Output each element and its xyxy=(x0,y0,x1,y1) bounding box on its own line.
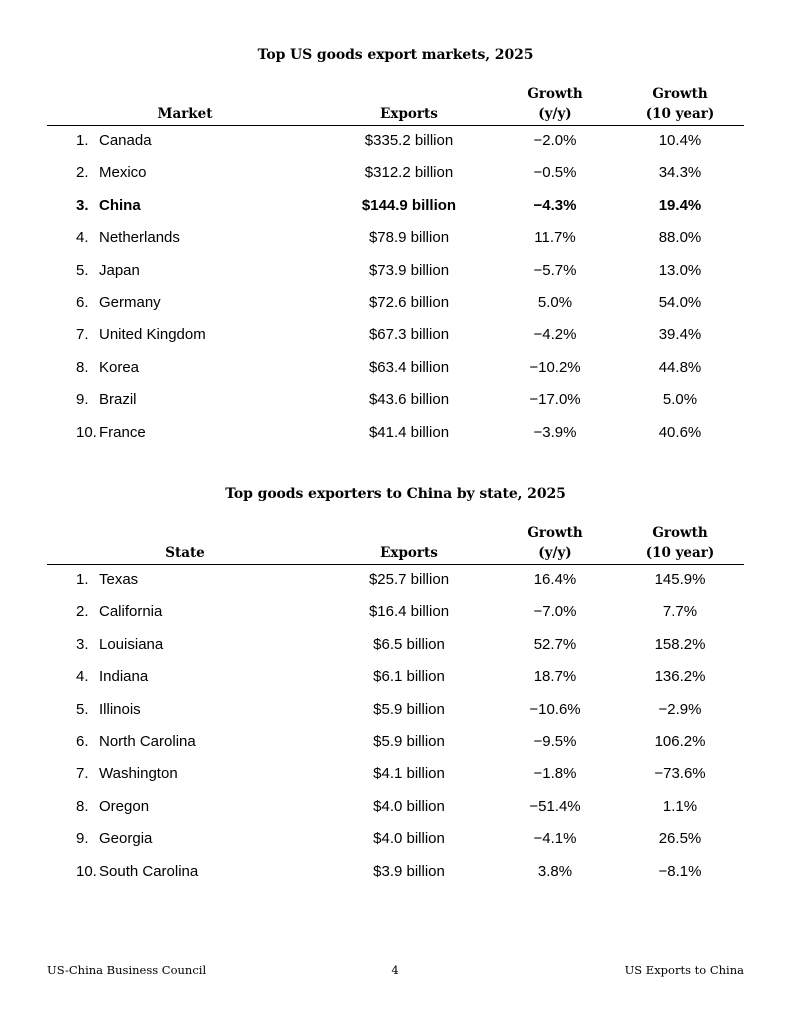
row-exports: $67.3 billion xyxy=(368,326,450,343)
row-growth-yy: 52.7% xyxy=(533,636,577,653)
row-growth-10yr: 34.3% xyxy=(658,164,702,181)
table-row xyxy=(0,421,791,445)
row-growth-yy: 18.7% xyxy=(533,668,577,685)
table-row xyxy=(0,129,791,153)
table2-header-exports: Exports xyxy=(380,545,438,561)
row-name: Indiana xyxy=(99,668,149,685)
row-name: Japan xyxy=(99,262,140,279)
row-rank: 1. xyxy=(76,132,89,149)
row-name: Korea xyxy=(99,359,140,376)
row-exports: $4.1 billion xyxy=(373,765,445,782)
row-rank: 6. xyxy=(76,733,89,750)
table1-header-market: Market xyxy=(157,106,213,122)
row-exports: $72.6 billion xyxy=(368,294,450,311)
row-rank: 5. xyxy=(76,701,89,718)
row-growth-10yr: −2.9% xyxy=(658,701,702,718)
row-rank: 10. xyxy=(76,863,97,880)
row-growth-10yr: 44.8% xyxy=(658,359,702,376)
row-growth-yy: −5.7% xyxy=(533,262,577,279)
row-name: Louisiana xyxy=(99,636,164,653)
table1-header-growth-yy: Growth (y/y) xyxy=(527,86,583,122)
table-row xyxy=(0,259,791,283)
row-growth-yy: −4.1% xyxy=(533,830,577,847)
row-name: Germany xyxy=(99,294,161,311)
table-row xyxy=(0,291,791,315)
table-row xyxy=(0,730,791,754)
row-rank: 4. xyxy=(76,229,89,246)
row-name: Texas xyxy=(99,571,139,588)
row-rank: 5. xyxy=(76,262,89,279)
table-row xyxy=(0,698,791,722)
row-name: Illinois xyxy=(99,701,141,718)
row-growth-10yr: 145.9% xyxy=(654,571,706,588)
row-exports: $43.6 billion xyxy=(368,391,450,408)
row-exports: $6.5 billion xyxy=(373,636,445,653)
row-exports: $78.9 billion xyxy=(368,229,450,246)
row-growth-yy: −0.5% xyxy=(533,164,577,181)
table2-header-rule xyxy=(47,564,744,565)
row-exports: $312.2 billion xyxy=(364,164,454,181)
row-rank: 4. xyxy=(76,668,89,685)
row-exports: $335.2 billion xyxy=(364,132,454,149)
footer-organization: US-China Business Council xyxy=(47,963,207,977)
table-row xyxy=(0,795,791,819)
table1-header-growth-10yr: Growth (10 year) xyxy=(645,86,715,122)
row-growth-10yr: 106.2% xyxy=(654,733,706,750)
row-exports: $4.0 billion xyxy=(373,798,445,815)
table2-title: Top goods exporters to China by state, 2025 xyxy=(225,486,566,502)
row-name: North Carolina xyxy=(99,733,196,750)
table-row xyxy=(0,762,791,786)
row-rank: 1. xyxy=(76,571,89,588)
table-row xyxy=(0,356,791,380)
table-row xyxy=(0,194,791,218)
row-rank: 9. xyxy=(76,391,89,408)
table1-header-exports: Exports xyxy=(380,106,438,122)
row-growth-yy: 11.7% xyxy=(534,229,576,246)
row-name: United Kingdom xyxy=(99,326,206,343)
row-growth-10yr: 158.2% xyxy=(654,636,706,653)
row-exports: $41.4 billion xyxy=(368,424,450,441)
table2-header-growth-yy: Growth (y/y) xyxy=(527,525,583,561)
row-rank: 9. xyxy=(76,830,89,847)
row-exports: $63.4 billion xyxy=(368,359,450,376)
row-growth-10yr: 39.4% xyxy=(658,326,702,343)
row-name: California xyxy=(99,603,163,620)
row-rank: 3. xyxy=(76,636,89,653)
row-name: Oregon xyxy=(99,798,150,815)
table1-title: Top US goods export markets, 2025 xyxy=(257,47,534,63)
row-growth-yy: −10.2% xyxy=(529,359,581,376)
row-growth-yy: −3.9% xyxy=(533,424,577,441)
table2-header-growth-10yr: Growth (10 year) xyxy=(645,525,715,561)
table-row xyxy=(0,388,791,412)
row-growth-10yr: 26.5% xyxy=(658,830,702,847)
row-name: China xyxy=(99,197,141,214)
row-exports: $25.7 billion xyxy=(368,571,450,588)
row-growth-yy: −51.4% xyxy=(529,798,581,815)
table-row xyxy=(0,161,791,185)
row-growth-10yr: 54.0% xyxy=(658,294,702,311)
row-growth-yy: −10.6% xyxy=(529,701,581,718)
row-rank: 8. xyxy=(76,359,89,376)
row-rank: 7. xyxy=(76,326,89,343)
row-name: Mexico xyxy=(99,164,147,181)
row-growth-yy: −2.0% xyxy=(533,132,577,149)
row-growth-yy: −7.0% xyxy=(533,603,577,620)
row-name: Brazil xyxy=(99,391,137,408)
table-row xyxy=(0,665,791,689)
row-growth-10yr: 136.2% xyxy=(654,668,706,685)
row-exports: $144.9 billion xyxy=(361,197,457,214)
footer-report-title: US Exports to China xyxy=(624,963,744,977)
row-growth-10yr: 1.1% xyxy=(662,798,698,815)
row-growth-10yr: 7.7% xyxy=(662,603,698,620)
row-exports: $6.1 billion xyxy=(373,668,445,685)
row-exports: $16.4 billion xyxy=(368,603,450,620)
row-name: Washington xyxy=(99,765,178,782)
row-growth-10yr: −8.1% xyxy=(658,863,702,880)
row-rank: 3. xyxy=(76,197,89,214)
table-row xyxy=(0,827,791,851)
row-growth-10yr: −73.6% xyxy=(654,765,706,782)
row-growth-yy: −1.8% xyxy=(533,765,577,782)
row-growth-yy: −17.0% xyxy=(529,391,581,408)
row-exports: $5.9 billion xyxy=(373,701,445,718)
row-growth-yy: 3.8% xyxy=(537,863,573,880)
row-rank: 10. xyxy=(76,424,97,441)
row-rank: 7. xyxy=(76,765,89,782)
table-row xyxy=(0,633,791,657)
row-exports: $3.9 billion xyxy=(373,863,445,880)
table1-header-rule xyxy=(47,125,744,126)
row-growth-yy: 5.0% xyxy=(537,294,573,311)
row-growth-10yr: 13.0% xyxy=(658,262,702,279)
row-rank: 8. xyxy=(76,798,89,815)
row-name: Georgia xyxy=(99,830,153,847)
row-growth-yy: −4.2% xyxy=(533,326,577,343)
row-growth-yy: 16.4% xyxy=(533,571,577,588)
row-name: Canada xyxy=(99,132,152,149)
row-name: South Carolina xyxy=(99,863,199,880)
row-exports: $5.9 billion xyxy=(373,733,445,750)
row-growth-yy: −4.3% xyxy=(533,197,577,214)
table-row xyxy=(0,323,791,347)
row-exports: $73.9 billion xyxy=(368,262,450,279)
row-growth-10yr: 5.0% xyxy=(662,391,698,408)
footer-page-number: 4 xyxy=(391,963,399,977)
table-row xyxy=(0,226,791,250)
row-name: Netherlands xyxy=(99,229,180,246)
row-exports: $4.0 billion xyxy=(373,830,445,847)
row-rank: 6. xyxy=(76,294,89,311)
row-growth-yy: −9.5% xyxy=(533,733,577,750)
row-rank: 2. xyxy=(76,603,89,620)
table-row xyxy=(0,860,791,884)
row-growth-10yr: 40.6% xyxy=(658,424,702,441)
table2-header-state: State xyxy=(165,545,205,561)
row-name: France xyxy=(99,424,146,441)
row-growth-10yr: 19.4% xyxy=(658,197,702,214)
row-rank: 2. xyxy=(76,164,89,181)
row-growth-10yr: 10.4% xyxy=(658,132,702,149)
table-row xyxy=(0,568,791,592)
table-row xyxy=(0,600,791,624)
row-growth-10yr: 88.0% xyxy=(658,229,702,246)
